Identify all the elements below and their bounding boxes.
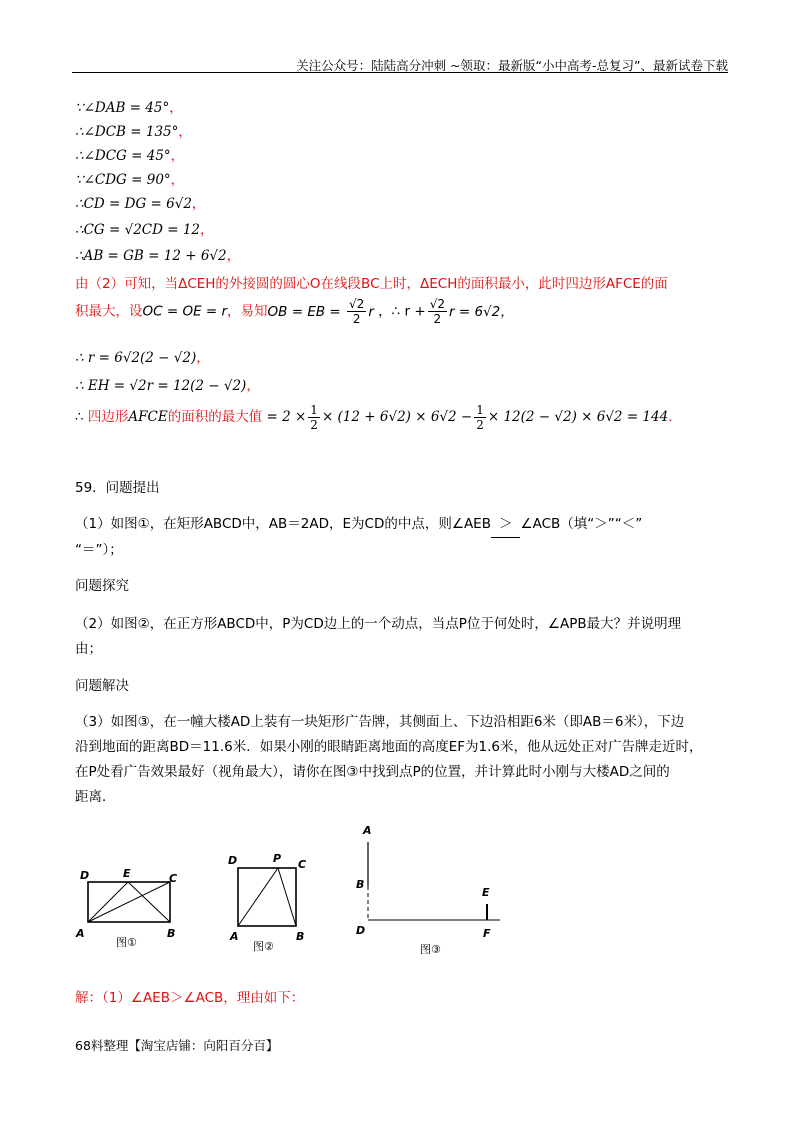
figure-1 bbox=[75, 867, 177, 949]
fig2-label-B: B bbox=[296, 930, 305, 943]
fig1-label-E: E bbox=[123, 867, 131, 880]
fig2-label-P: P bbox=[273, 852, 282, 865]
fig1-caption: 图① bbox=[116, 936, 137, 949]
solution-line: ∴CG = √2CD = 12， bbox=[75, 222, 214, 238]
page-footer: 68料整理【淘宝店铺：向阳百分百】 bbox=[75, 1038, 279, 1053]
red-explanation-line1: 由（2）可知，当ΔCEH的外接圆的圆心O在线段BC上时，ΔECH的面积最小，此时四边形AFCE的面 bbox=[75, 276, 668, 292]
solution-line: ∵∠CDG = 90°， bbox=[75, 172, 185, 188]
fig2-caption: 图② bbox=[253, 940, 274, 953]
fig3-label-A: A bbox=[363, 824, 372, 837]
fig1-label-D: D bbox=[80, 869, 90, 882]
question-3: （3）如图③，在一幢大楼AD上装有一块矩形广告牌，其侧面上、下边沿相距6米（即AB＝6米），下边 沿到地面的距离BD＝11.6米．如果小刚的眼睛距离地面的高度EF为1.6米，他从远处正对广告牌走近时， 在P处看广告效果最好（视角最大），请你在图③中找到点P的位置，并计算此时小刚与大楼AD之间的 距离． bbox=[75, 714, 703, 805]
solution-line: ∴∠DCB = 135°， bbox=[75, 124, 192, 140]
solution-line: ∴AB = GB = 12 + 6√2， bbox=[75, 248, 241, 264]
page-header: 关注公众号：陆陆高分冲刺 ~领取：最新版“小中高考-总复习”、最新试卷下载 bbox=[296, 58, 728, 73]
solution-line-r: ∴ r = 6√2(2 − √2)， bbox=[75, 350, 210, 366]
solution-line: ∵∠DAB = 45°， bbox=[75, 100, 183, 116]
header-rule bbox=[72, 72, 728, 73]
fig2-label-D: D bbox=[228, 854, 238, 867]
figure-2 bbox=[228, 852, 306, 953]
figures bbox=[70, 820, 530, 965]
question-2: （2）如图②，在正方形ABCD中，P为CD边上的一个动点，当点P位于何处时，∠APB最大？并说明理 由； bbox=[75, 616, 682, 657]
section-explore: 问题探究 bbox=[75, 578, 129, 594]
answer-blank: ＞ bbox=[491, 512, 521, 538]
fig1-label-C: C bbox=[169, 872, 178, 885]
solution-line-eh: ∴ EH = √2r = 12(2 − √2)， bbox=[75, 378, 260, 394]
question-1: （1）如图①，在矩形ABCD中，AB＝2AD，E为CD的中点，则∠AEB ＞ ∠ACB（填“＞”“＜” “＝”）； bbox=[75, 512, 730, 563]
section-solve: 问题解决 bbox=[75, 678, 129, 694]
fig1-label-B: B bbox=[167, 927, 176, 940]
fig3-label-D: D bbox=[356, 924, 366, 937]
fig2-label-C: C bbox=[298, 858, 307, 871]
figure-3 bbox=[356, 824, 500, 956]
max-area-line: ∴ 四边形AFCE的面积的最大值 = 2 × $\frac{1}{2}$ × (12 + 6√2) × 6√2 − $\frac{1}{2}$ × 12(2 − √2) × 6√2 = 144． bbox=[75, 403, 682, 432]
fig3-label-B: B bbox=[356, 878, 365, 891]
solution-line: ∴CD = DG = 6√2， bbox=[75, 196, 206, 212]
red-explanation-line2: 积最大，设OC = OE = r，易知OB = EB = $\frac{√2}{2}$ r ，∴ r + $\frac{√2}{2}$ r = 6√2， bbox=[75, 297, 514, 326]
fig2-label-A: A bbox=[230, 930, 239, 943]
solution-line: ∴∠DCG = 45°， bbox=[75, 148, 185, 164]
problem-number: 59．问题提出 bbox=[75, 480, 160, 496]
fig3-caption: 图③ bbox=[420, 943, 441, 956]
answer-line: 解：（1）∠AEB＞∠ACB，理由如下： bbox=[75, 990, 305, 1006]
fig3-label-F: F bbox=[483, 927, 491, 940]
fig3-label-E: E bbox=[482, 886, 490, 899]
fig1-label-A: A bbox=[76, 927, 85, 940]
